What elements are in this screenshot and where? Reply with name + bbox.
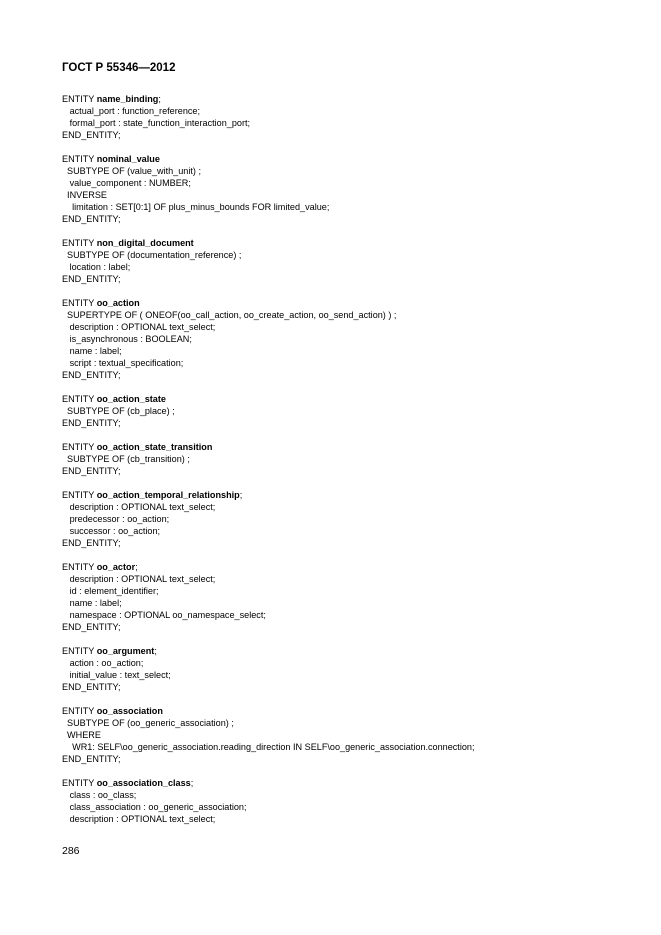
- entity-declaration: [62, 237, 475, 249]
- entity-declaration: [62, 441, 475, 453]
- entity-declaration: [62, 705, 475, 717]
- entity-name: oo_action_state_transition: [96, 442, 213, 452]
- entity-body-line: action : oo_action;: [62, 658, 144, 668]
- entity-end: END_ENTITY;: [62, 130, 121, 140]
- entity-body-line: class_association : oo_generic_association;: [62, 802, 247, 812]
- entity-body-line: description : OPTIONAL text_select;: [62, 814, 216, 824]
- entity-body-line: description : OPTIONAL text_select;: [62, 574, 216, 584]
- entity-body-line: SUBTYPE OF (oo_generic_association) ;: [62, 718, 234, 728]
- entity-block: [62, 777, 475, 825]
- entity-body-line: formal_port : state_function_interaction_port;: [62, 118, 251, 128]
- entity-body-line: SUBTYPE OF (documentation_reference) ;: [62, 250, 242, 260]
- entity-declaration: [62, 93, 475, 105]
- entity-body-line: is_asynchronous : BOOLEAN;: [62, 334, 192, 344]
- entity-body-line: SUPERTYPE OF ( ONEOF(oo_call_action, oo_create_action, oo_send_action) ) ;: [62, 310, 397, 320]
- entity-body-line: script : textual_specification;: [62, 358, 184, 368]
- entity-semicolon: ;: [239, 490, 243, 500]
- entity-block: [62, 237, 475, 285]
- entity-body-line: SUBTYPE OF (cb_transition) ;: [62, 454, 190, 464]
- entity-end: END_ENTITY;: [62, 682, 121, 692]
- entity-keyword: ENTITY: [62, 298, 97, 308]
- entity-declaration: [62, 645, 475, 657]
- entity-name: oo_actor: [96, 562, 136, 572]
- entity-declaration: [62, 153, 475, 165]
- entity-body-line: limitation : SET[0:1] OF plus_minus_bounds FOR limited_value;: [62, 202, 330, 212]
- entity-name: oo_action: [96, 298, 140, 308]
- entity-block: [62, 645, 475, 693]
- entity-name: oo_association_class: [96, 778, 191, 788]
- entity-body-line: id : element_identifier;: [62, 586, 159, 596]
- entity-block: [62, 561, 475, 633]
- entity-keyword: ENTITY: [62, 238, 97, 248]
- entity-body-line: SUBTYPE OF (cb_place) ;: [62, 406, 175, 416]
- entity-semicolon: ;: [135, 562, 138, 572]
- entity-end: END_ENTITY;: [62, 538, 121, 548]
- entity-keyword: ENTITY: [62, 442, 97, 452]
- entity-listing: [62, 93, 475, 837]
- entity-body-line: actual_port : function_reference;: [62, 106, 201, 116]
- entity-end: END_ENTITY;: [62, 274, 121, 284]
- entity-body-line: INVERSE: [62, 190, 107, 200]
- entity-end: END_ENTITY;: [62, 214, 121, 224]
- entity-body-line: WR1: SELF\oo_generic_association.reading_direction IN SELF\oo_generic_association.connection;: [62, 742, 475, 752]
- entity-block: [62, 153, 475, 225]
- entity-declaration: [62, 393, 475, 405]
- entity-body-line: location : label;: [62, 262, 131, 272]
- entity-body-line: name : label;: [62, 598, 122, 608]
- entity-semicolon: ;: [190, 778, 194, 788]
- entity-keyword: ENTITY: [62, 562, 97, 572]
- entity-end: END_ENTITY;: [62, 754, 121, 764]
- entity-block: [62, 705, 475, 765]
- entity-body-line: name : label;: [62, 346, 122, 356]
- entity-body-line: SUBTYPE OF (value_with_unit) ;: [62, 166, 201, 176]
- entity-name: name_binding: [96, 94, 159, 104]
- entity-name: oo_action_temporal_relationship: [96, 490, 240, 500]
- entity-keyword: ENTITY: [62, 94, 97, 104]
- document-header: ГОСТ Р 55346—2012: [62, 62, 176, 74]
- entity-body-line: initial_value : text_select;: [62, 670, 171, 680]
- entity-body-line: successor : oo_action;: [62, 526, 161, 536]
- entity-semicolon: ;: [154, 646, 157, 656]
- entity-declaration: [62, 561, 475, 573]
- entity-declaration: [62, 489, 475, 501]
- entity-name: oo_action_state: [96, 394, 166, 404]
- entity-end: END_ENTITY;: [62, 418, 121, 428]
- entity-semicolon: ;: [158, 94, 161, 104]
- entity-name: nominal_value: [96, 154, 160, 164]
- entity-block: [62, 489, 475, 549]
- entity-block: [62, 393, 475, 429]
- entity-name: oo_association: [96, 706, 163, 716]
- entity-declaration: [62, 777, 475, 789]
- entity-body-line: predecessor : oo_action;: [62, 514, 170, 524]
- entity-end: END_ENTITY;: [62, 370, 121, 380]
- page-number: 286: [62, 845, 80, 857]
- entity-body-line: namespace : OPTIONAL oo_namespace_select;: [62, 610, 266, 620]
- entity-block: [62, 297, 475, 381]
- entity-keyword: ENTITY: [62, 394, 97, 404]
- entity-end: END_ENTITY;: [62, 622, 121, 632]
- entity-body-line: value_component : NUMBER;: [62, 178, 191, 188]
- entity-body-line: WHERE: [62, 730, 101, 740]
- entity-keyword: ENTITY: [62, 778, 97, 788]
- entity-name: oo_argument: [96, 646, 155, 656]
- entity-block: [62, 441, 475, 477]
- entity-body-line: class : oo_class;: [62, 790, 137, 800]
- entity-end: END_ENTITY;: [62, 466, 121, 476]
- entity-declaration: [62, 297, 475, 309]
- entity-body-line: description : OPTIONAL text_select;: [62, 322, 216, 332]
- entity-body-line: description : OPTIONAL text_select;: [62, 502, 216, 512]
- entity-name: non_digital_document: [96, 238, 194, 248]
- entity-keyword: ENTITY: [62, 490, 97, 500]
- entity-keyword: ENTITY: [62, 646, 97, 656]
- entity-block: [62, 93, 475, 141]
- entity-keyword: ENTITY: [62, 706, 97, 716]
- entity-keyword: ENTITY: [62, 154, 97, 164]
